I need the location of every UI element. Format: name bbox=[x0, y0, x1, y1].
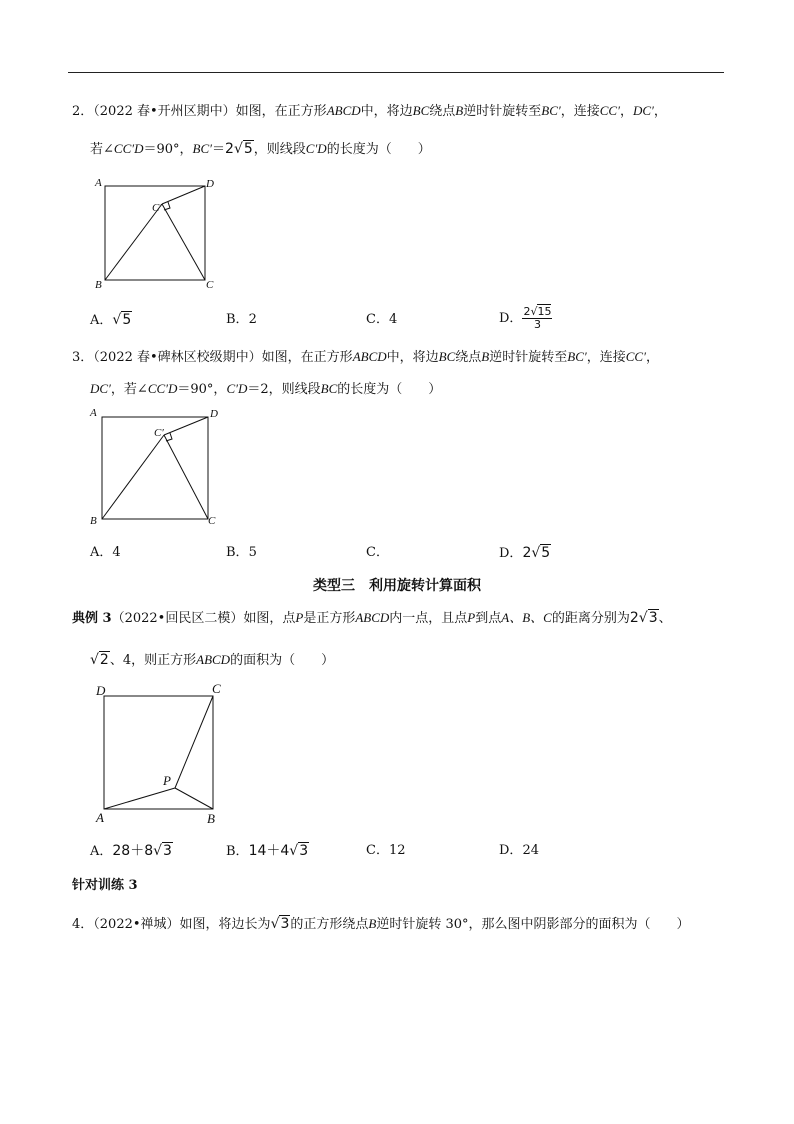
label-cprime: C′ bbox=[154, 427, 164, 439]
label-p: P bbox=[163, 773, 171, 788]
q3-option-b[interactable]: B．5 bbox=[226, 545, 257, 560]
label-b: B bbox=[90, 515, 97, 527]
example3-figure bbox=[90, 678, 225, 828]
q3-option-a[interactable]: A．4 bbox=[90, 545, 121, 560]
q3-figure bbox=[86, 405, 220, 530]
label-b: B bbox=[207, 811, 215, 826]
label-a: A bbox=[90, 407, 97, 419]
q3-line1: 3．（2022 春•碑林区校级期中）如图，在正方形ABCD中，将边BC绕点B逆时针旋转至BC′，连接CC′， bbox=[72, 349, 659, 365]
example3-option-a[interactable]: A．28＋8√3 bbox=[90, 843, 172, 859]
label-c: C bbox=[206, 279, 214, 291]
label-d: D bbox=[210, 408, 218, 420]
sqrt-expression: 2√5 bbox=[225, 141, 253, 157]
q2-option-c[interactable]: C．4 bbox=[366, 312, 398, 327]
label-a: A bbox=[96, 810, 104, 825]
label-d: D bbox=[206, 178, 214, 190]
section-title: 类型三 利用旋转计算面积 bbox=[313, 578, 481, 594]
label-c: C bbox=[212, 681, 221, 696]
example3-option-d[interactable]: D．24 bbox=[499, 843, 539, 858]
training-heading: 针对训练 3 bbox=[72, 878, 138, 893]
label-cprime: C′ bbox=[152, 202, 162, 214]
example3-line2: √2、4，则正方形ABCD的面积为（ ） bbox=[90, 652, 335, 668]
label-b: B bbox=[95, 279, 102, 291]
q2-line2: 若∠CC′D＝90°，BC′＝2√5，则线段C′D的长度为（ ） bbox=[90, 141, 431, 157]
q2-option-d[interactable]: D． $\frac{2√15}{3}$ bbox=[499, 305, 552, 331]
q3-option-c[interactable]: C． bbox=[366, 545, 389, 560]
label-a: A bbox=[95, 177, 102, 189]
example3-option-c[interactable]: C．12 bbox=[366, 843, 406, 858]
example3-line1: 典例 3（2022•回民区二模）如图，点P是正方形ABCD内一点，且点P到点A、B、C的距离分别为2√3、 bbox=[72, 610, 672, 626]
fraction: $\frac{2√15}{3}$ bbox=[523, 305, 552, 331]
label-d: D bbox=[96, 683, 106, 698]
example3-option-b[interactable]: B．14＋4√3 bbox=[226, 843, 309, 859]
q4-line1: 4．（2022•禅城）如图，将边长为√3的正方形绕点B逆时针旋转 30°，那么图中阴影部分的面积为（ ） bbox=[72, 916, 690, 932]
q2-option-b[interactable]: B．2 bbox=[226, 312, 257, 327]
q3-line2: DC′，若∠CC′D＝90°，C′D＝2，则线段BC的长度为（ ） bbox=[90, 381, 442, 397]
q3-option-d[interactable]: D．2√5 bbox=[499, 545, 551, 561]
header-rule bbox=[68, 72, 724, 73]
q2-figure bbox=[90, 175, 220, 295]
label-c: C bbox=[208, 515, 216, 527]
q2-line1: 2．（2022 春•开州区期中）如图，在正方形ABCD中，将边BC绕点B逆时针旋转至BC′，连接CC′，DC′， bbox=[72, 103, 667, 119]
q2-option-a[interactable]: A．√5 bbox=[90, 312, 132, 328]
